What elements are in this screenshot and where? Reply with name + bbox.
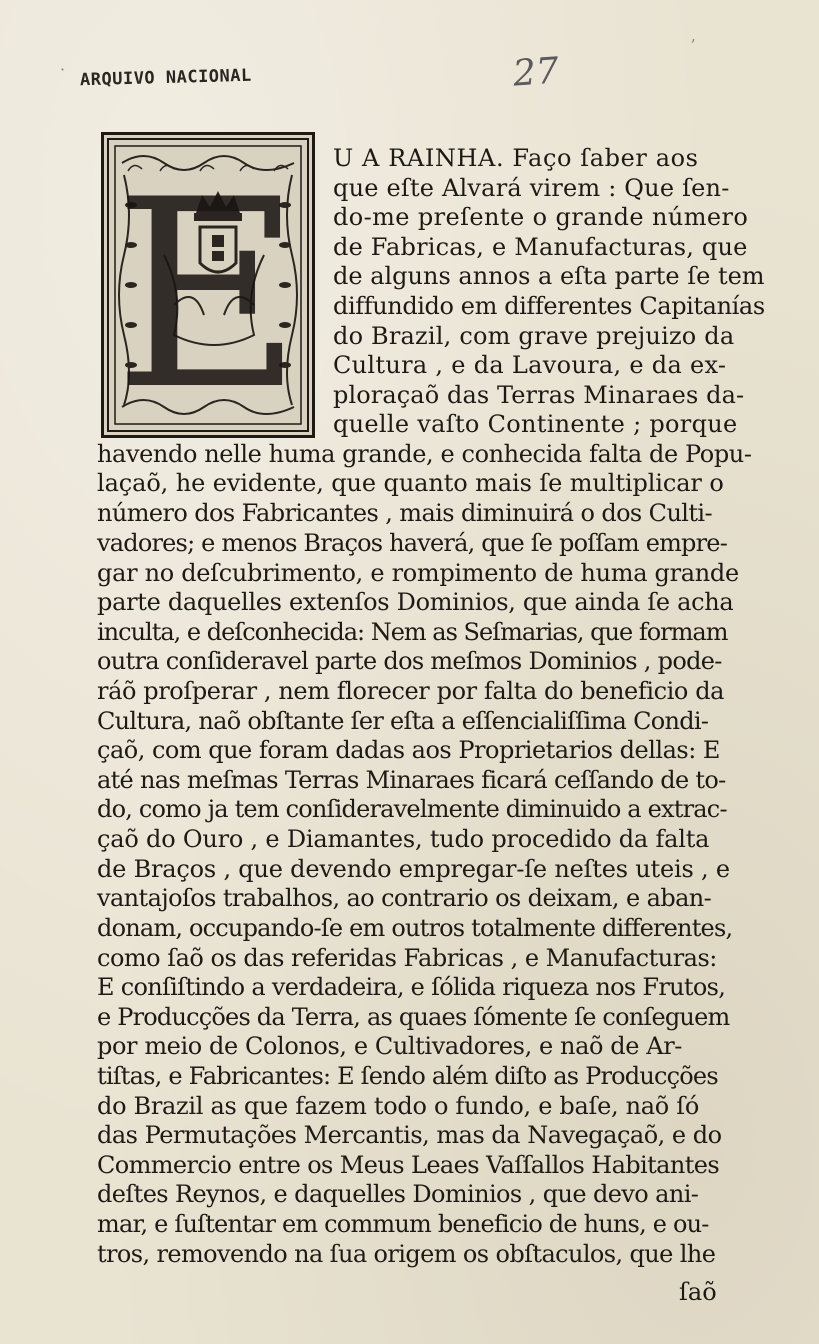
text-line: de alguns annos a eſta parte ſe tem xyxy=(333,262,765,290)
initial-letter: E xyxy=(113,145,303,435)
text-line: tiſtas, e Fabricantes: E ſendo além diſto as Producções xyxy=(97,1062,718,1090)
text-line: vadores; e menos Braços haverá, que ſe poſſam empre- xyxy=(97,529,728,557)
text-line: como ſaõ os das referidas Fabricas , e Manufacturas: xyxy=(97,944,717,972)
text-line: do Brazil, com grave prejuizo da xyxy=(333,322,735,350)
text-line: por meio de Colonos, e Cultivadores, e naõ de Ar- xyxy=(97,1032,683,1060)
text-line: até nas meſmas Terras Minaraes ficará ceſſando de to- xyxy=(97,766,726,794)
page-number: 27 xyxy=(511,50,561,95)
text-line: tros, removendo na ſua origem os obſtaculos, que lhe xyxy=(97,1240,716,1268)
decorated-initial xyxy=(101,132,315,438)
pencil-mark-icon: · xyxy=(60,60,66,79)
text-line: ráõ proſperar , nem florecer por falta do beneficio da xyxy=(97,677,725,705)
text-line: do-me preſente o grande número xyxy=(333,203,749,231)
text-line: do Brazil as que fazem todo o fundo, e baſe, naõ ſó xyxy=(97,1092,700,1120)
text-line: Cultura, naõ obſtante ſer eſta a eſſencialiſſima Condi- xyxy=(97,707,709,735)
text-line: laçaõ, he evidente, que quanto mais ſe multiplicar o xyxy=(97,469,724,497)
pencil-mark-icon: ʼ xyxy=(690,36,696,55)
text-line: quelle vaſto Continente ; porque xyxy=(333,410,738,438)
text-line: outra conſideravel parte dos meſmos Dominios , pode- xyxy=(97,647,722,675)
text-line: de Braços , que devendo empregar-ſe neſtes uteis , e xyxy=(97,855,730,883)
text-line: do, como ja tem conſideravelmente diminuido a extrac- xyxy=(97,795,727,823)
text-line: havendo nelle huma grande, e conhecida falta de Popu- xyxy=(97,440,752,468)
text-line: E conſiſtindo a verdadeira, e ſólida riqueza nos Frutos, xyxy=(97,973,726,1001)
text-line: Commercio entre os Meus Leaes Vaſſallos Habitantes xyxy=(97,1151,720,1179)
text-line: que eſte Alvará virem : Que ſen- xyxy=(333,174,730,202)
text-line: çaõ, com que foram dadas aos Proprietarios dellas: E xyxy=(97,736,720,764)
text-line: donam, occupando-ſe em outros totalmente differentes, xyxy=(97,914,733,942)
text-line: deſtes Reynos, e daquelles Dominios , que devo ani- xyxy=(97,1180,699,1208)
text-line: das Permutações Mercantis, mas da Navegaçaõ, e do xyxy=(97,1121,722,1149)
text-line: inculta, e deſconhecida: Nem as Seſmarias, que formam xyxy=(97,618,728,646)
text-line: e Producções da Terra, as quaes ſómente ſe conſeguem xyxy=(97,1003,730,1031)
ornament-border-icon xyxy=(104,135,312,435)
text-line: U A RAINHA. Faço ſaber aos xyxy=(333,144,699,172)
text-line: de Fabricas, e Manufacturas, que xyxy=(333,233,748,261)
text-line: vantajoſos trabalhos, ao contrario os deixam, e aban- xyxy=(97,884,712,912)
text-line: diffundido em differentes Capitanías xyxy=(333,292,765,320)
text-line: ploraçaõ das Terras Minaraes da- xyxy=(333,381,745,409)
text-line: gar no deſcubrimento, e rompimento de huma grande xyxy=(97,559,739,587)
text-line: número dos Fabricantes , mais diminuirá o dos Culti- xyxy=(97,499,713,527)
text-line: mar, e ſuſtentar em commum beneficio de huns, e ou- xyxy=(97,1210,709,1238)
text-line: parte daquelles extenſos Dominios, que ainda ſe acha xyxy=(97,588,734,616)
catchword: ſaõ xyxy=(679,1278,717,1306)
text-line: çaõ do Ouro , e Diamantes, tudo procedido da falta xyxy=(97,825,710,853)
archive-stamp: ARQUIVO NACIONAL xyxy=(79,65,252,91)
text-line: Cultura , e da Lavoura, e da ex- xyxy=(333,351,727,379)
